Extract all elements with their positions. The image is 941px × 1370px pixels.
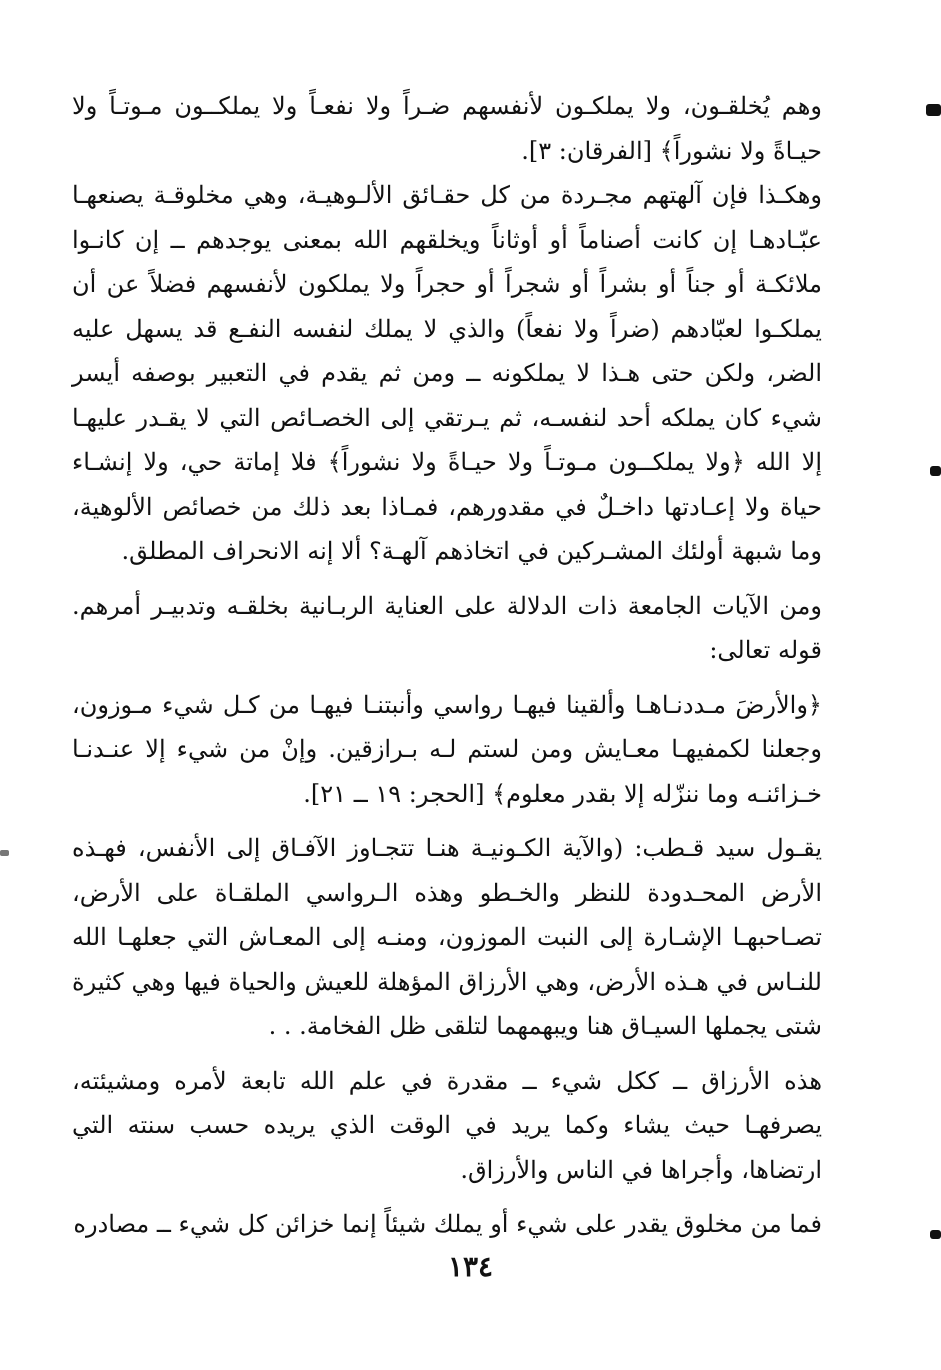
scan-artifact-mark [926, 104, 941, 116]
quote-sayyid-qutb: يقـول سيد قـطب: (والآية الكـونيـة هنـا تتجـاوز الآفـاق إلى الأنفس، فهـذه الأرض المحـدودة للنظر والخـطو وهذه الـرواسي الملقـاة على الأرض، تصـاحبهـا الإشـارة إلى النبت الموزون، ومنـه إلى المعـاش التي جعلهـا الله للنـاس في هـذه الأرض، وهي الأرزاق المؤهلة للعيش والحياة فيها وهي كثيرة شتى يجملها السيـاق هنا ويبهمهما لتلقى ظل الفخامة. . . [72, 834, 822, 1040]
paragraph-gap [72, 1192, 822, 1202]
paragraph-6: فما من مخلوق يقدر على شيء أو يملك شيئاً إنما خزائن كل شيء ــ مصادره [73, 1210, 822, 1238]
paragraph-gap [72, 574, 822, 584]
scan-artifact-mark [930, 1230, 941, 1239]
paragraph-5: هذه الأرزاق ــ ككل شيء ــ مقدرة في علم الله تابعة لأمره ومشيئته، يصرفهـا حيث يشاء وكما يريد في الوقت الذي يريده حسب سنته التي ارتضاها، وأجراها في الناس والأرزاق. [72, 1066, 822, 1184]
paragraph-gap [72, 1049, 822, 1059]
paragraph-1: وهم يُخلقـون، ولا يملكـون لأنفسهم ضـراً ولا نفعـاً ولا يملكــون مـوتـاً ولا حيـاةً ولا نشوراً﴾ [الفرقان: ٣]. [72, 92, 822, 165]
scan-artifact-mark [930, 466, 941, 476]
page-body [72, 84, 822, 1247]
scan-artifact-mark [0, 850, 9, 856]
quran-verse-block: ﴿والأرضَ مـددنـاهـا وألقينا فيهـا رواسي وأنبتنـا فيهـا من كـل شيء مـوزون، وجعلنا لكمفيهـا معـايش ومن لستم لـه بـرازقين. وإنْ من شيء إلا عنـدنـا خـزائنـه وما ننزّله إلا بقدر معلوم﴾ [الحجر: ١٩ ــ ٢١]. [72, 690, 822, 808]
page-number: ١٣٤ [447, 1250, 494, 1283]
paragraph-2: وهكـذا فإن آلهتهم مجـردة من كل حقـائق الألـوهيـة، وهي مخلوقـة يصنعهـا عبّـادهـا إن كانت أصناماً أو أوثاناً ويخلقهم الله بمعنى يوجدهم ــ إن كانـوا ملائكـة أو جناً أو بشراً أو شجراً أو حجراً ولا يملكون لأنفسهم فضلاً عن أن يملكـوا لعبّادهم (ضراً ولا نفعاً) والذي لا يملك لنفسه النفـع قد يسهل عليه الضر، ولكن حتى هـذا لا يملكونه ــ ومن ثم يقدم في التعبير بوصفه أيسر شيء كان يملكه أحد لنفسـه، ثم يـرتقي إلى الخصـائص التي لا يقـدر عليهـا إلا الله ﴿ولا يملكــون مـوتـاً ولا حيـاةً ولا نشوراً﴾ فلا إماتة حي، ولا إنشـاء حياة ولا إعـادتها داخـلٌ في مقدورهم، فمـاذا بعد ذلك من خصائص الألوهية، وما شبهة أولئك المشـركين في اتخاذهم آلهـة؟ ألا إنه الانحراف المطلق. [72, 181, 822, 565]
paragraph-3: ومن الآيات الجامعة ذات الدلالة على العناية الربـانية بخلقـه وتدبيـر أمرهم. قوله تعالى: [72, 591, 822, 664]
paragraph-gap [72, 673, 822, 683]
paragraph-gap [72, 816, 822, 826]
